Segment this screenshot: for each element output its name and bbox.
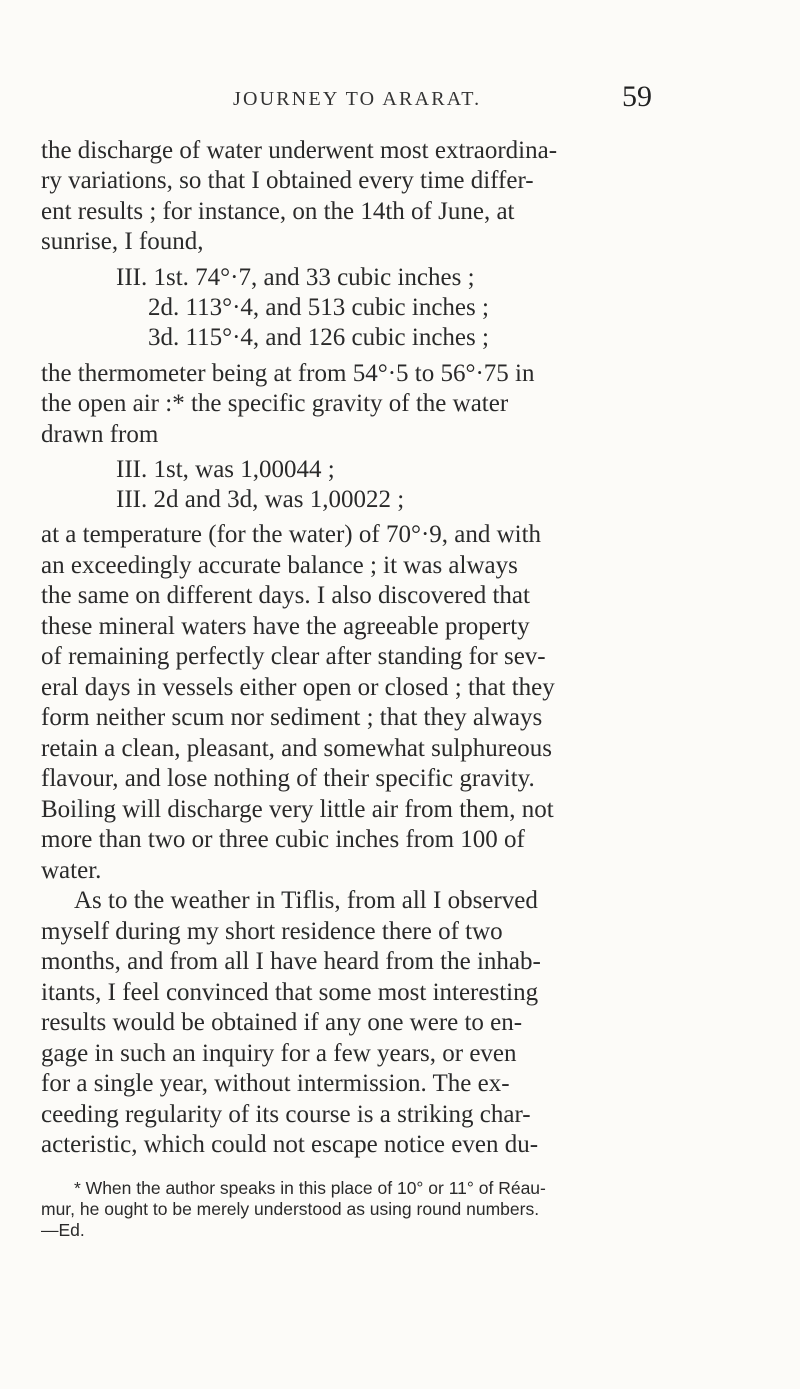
text-line: months, and from all I have heard from the inhab- — [41, 948, 541, 975]
footnote-line: * When the author speaks in this place of 10° or 11° of Réau- — [74, 1178, 546, 1198]
page-number: 59 — [622, 80, 652, 113]
text-line: water. — [41, 857, 102, 884]
text-line: the thermometer being at from 54°·5 to 56°·75 in — [41, 360, 535, 387]
text-line: III. 1st. 74°·7, and 33 cubic inches ; — [116, 264, 475, 291]
text-line: drawn from — [41, 421, 159, 448]
text-line: eral days in vessels either open or closed ; that they — [41, 674, 555, 701]
text-line: itants, I feel convinced that some most interesting — [41, 979, 539, 1006]
text-line: the same on different days. I also discovered that — [41, 582, 530, 609]
text-line: 2d. 113°·4, and 513 cubic inches ; — [148, 294, 489, 321]
text-line: the discharge of water underwent most extraordina- — [41, 137, 558, 164]
text-line: As to the weather in Tiflis, from all I observed — [74, 887, 538, 914]
text-line: III. 2d and 3d, was 1,00022 ; — [116, 486, 405, 513]
text-line: for a single year, without intermission. The ex- — [41, 1070, 510, 1097]
footnote-line: mur, he ought to be merely understood as using round numbers. — [41, 1199, 540, 1219]
text-line: retain a clean, pleasant, and somewhat sulphureous — [41, 735, 552, 762]
text-line: sunrise, I found, — [41, 228, 204, 255]
text-line: acteristic, which could not escape notice even du- — [41, 1131, 539, 1158]
text-line: flavour, and lose nothing of their specific gravity. — [41, 765, 535, 792]
text-line: 3d. 115°·4, and 126 cubic inches ; — [148, 324, 489, 351]
text-line: more than two or three cubic inches from 100 of — [41, 826, 525, 853]
text-line: an exceedingly accurate balance ; it was always — [41, 552, 518, 579]
text-line: these mineral waters have the agreeable property — [41, 613, 530, 640]
footnote-line: —Ed. — [41, 1220, 85, 1240]
running-title: JOURNEY TO ARARAT. — [233, 88, 482, 110]
text-line: ceeding regularity of its course is a striking char- — [41, 1101, 531, 1128]
text-line: ent results ; for instance, on the 14th of June, at — [41, 198, 515, 225]
text-line: at a temperature (for the water) of 70°·9, and with — [41, 521, 542, 548]
text-line: results would be obtained if any one were to en- — [41, 1009, 523, 1036]
text-line: III. 1st, was 1,00044 ; — [116, 456, 335, 483]
text-line: gage in such an inquiry for a few years, or even — [41, 1040, 517, 1067]
text-line: myself during my short residence there of two — [41, 918, 503, 945]
text-line: Boiling will discharge very little air from them, not — [41, 796, 554, 823]
text-line: the open air :* the specific gravity of the water — [41, 390, 509, 417]
text-line: form neither scum nor sediment ; that they always — [41, 704, 543, 731]
text-line: of remaining perfectly clear after standing for sev- — [41, 643, 546, 670]
text-line: ry variations, so that I obtained every time differ- — [41, 167, 534, 194]
